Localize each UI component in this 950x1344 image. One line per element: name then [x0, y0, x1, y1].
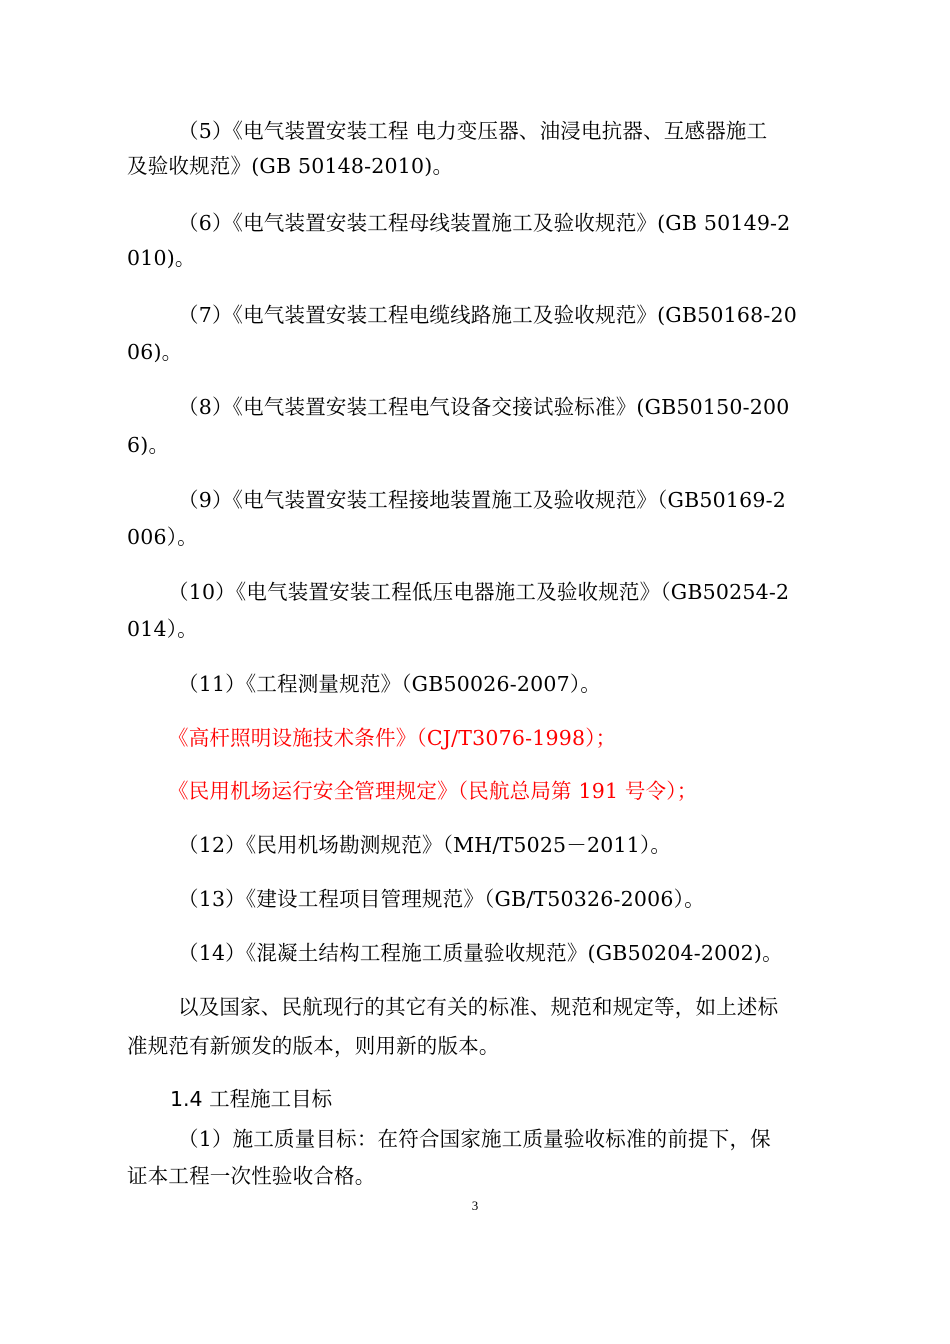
paragraph-9-line-1: （9）《电气装置安装工程接地装置施工及验收规范》（GB50169-2 — [178, 488, 786, 512]
paragraph-14: （14）《混凝土结构工程施工质量验收规范》(GB50204-2002)。 — [178, 941, 783, 965]
paragraph-high-mast-lighting: 《高杆照明设施技术条件》（CJ/T3076-1998）； — [168, 726, 617, 750]
paragraph-5-line-1: （5）《电气装置安装工程 电力变压器、油浸电抗器、互感器施工 — [178, 119, 768, 143]
paragraph-6-line-1: （6）《电气装置安装工程母线装置施工及验收规范》(GB 50149-2 — [178, 211, 791, 235]
paragraph-12: （12）《民用机场勘测规范》（MH/T5025－2011）。 — [178, 833, 672, 857]
paragraph-other-standards-line-2: 准规范有新颁发的版本，则用新的版本。 — [127, 1034, 500, 1058]
paragraph-7-line-2: 06)。 — [127, 340, 183, 364]
quality-goal-line-2: 证本工程一次性验收合格。 — [127, 1164, 376, 1188]
paragraph-5-line-2: 及验收规范》(GB 50148-2010)。 — [127, 154, 454, 178]
paragraph-10-line-1: （10）《电气装置安装工程低压电器施工及验收规范》（GB50254-2 — [168, 580, 790, 604]
section-heading: 1.4 工程施工目标 — [170, 1087, 333, 1111]
paragraph-8-line-1: （8）《电气装置安装工程电气设备交接试验标准》(GB50150-200 — [178, 395, 790, 419]
paragraph-9-line-2: 006）。 — [127, 525, 198, 549]
paragraph-8-line-2: 6)。 — [127, 433, 170, 457]
quality-goal-line-1: （1）施工质量目标：在符合国家施工质量验收标准的前提下，保 — [178, 1127, 771, 1151]
paragraph-airport-safety-rules: 《民用机场运行安全管理规定》（民航总局第 191 号令）； — [168, 779, 698, 803]
page-number: 3 — [471, 1198, 479, 1213]
paragraph-7-line-1: （7）《电气装置安装工程电缆线路施工及验收规范》(GB50168-20 — [178, 303, 797, 327]
paragraph-other-standards-line-1: 以及国家、民航现行的其它有关的标准、规范和规定等，如上述标 — [178, 995, 779, 1019]
paragraph-11: （11）《工程测量规范》（GB50026-2007）。 — [178, 672, 601, 696]
paragraph-10-line-2: 014）。 — [127, 617, 198, 641]
paragraph-13: （13）《建设工程项目管理规范》（GB/T50326-2006）。 — [178, 887, 705, 911]
paragraph-6-line-2: 010)。 — [127, 246, 196, 270]
